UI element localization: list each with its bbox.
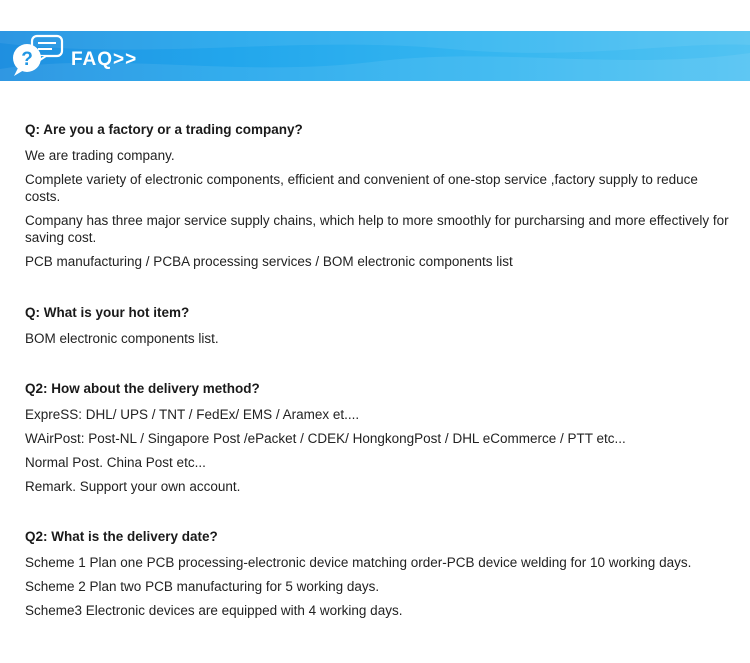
faq-answer: BOM electronic components list. [25, 331, 219, 346]
faq-answer: Complete variety of electronic components, efficient and convenient of one-stop service ,factory supply to reduce costs. [25, 172, 698, 204]
faq-banner [0, 31, 750, 81]
faq-answer: Scheme 1 Plan one PCB processing-electronic device matching order-PCB device welding for 10 working days. [25, 555, 692, 570]
faq-answer: Company has three major service supply chains, which help to more smoothly for purcharsing and more effectively for saving cost. [25, 213, 729, 245]
faq-question: Q: What is your hot item? [25, 305, 190, 320]
faq-answer: PCB manufacturing / PCBA processing services / BOM electronic components list [25, 254, 513, 269]
faq-answer: Scheme3 Electronic devices are equipped with 4 working days. [25, 603, 403, 618]
faq-question: Q2: What is the delivery date? [25, 529, 218, 544]
faq-answer: ExpreSS: DHL/ UPS / TNT / FedEx/ EMS / Aramex et.... [25, 407, 360, 422]
faq-answer: Normal Post. China Post etc... [25, 455, 206, 470]
faq-section-hot-item [25, 304, 730, 347]
faq-question: Q: Are you a factory or a trading company? [25, 122, 303, 137]
faq-answer: Scheme 2 Plan two PCB manufacturing for 5 working days. [25, 579, 380, 594]
faq-section-factory-or-trading [25, 121, 730, 270]
faq-question: Q2: How about the delivery method? [25, 381, 260, 396]
svg-text:?: ? [21, 49, 33, 70]
faq-title: FAQ>> [71, 49, 138, 70]
faq-answer: WAirPost: Post-NL / Singapore Post /ePacket / CDEK/ HongkongPost / DHL eCommerce / PTT etc... [25, 431, 626, 446]
faq-section-delivery-method [25, 380, 730, 495]
faq-answer: We are trading company. [25, 148, 175, 163]
faq-answer: Remark. Support your own account. [25, 479, 241, 494]
faq-section-delivery-date [25, 528, 730, 619]
faq-chat-bubbles-icon [10, 34, 66, 78]
faq-content [25, 121, 730, 626]
